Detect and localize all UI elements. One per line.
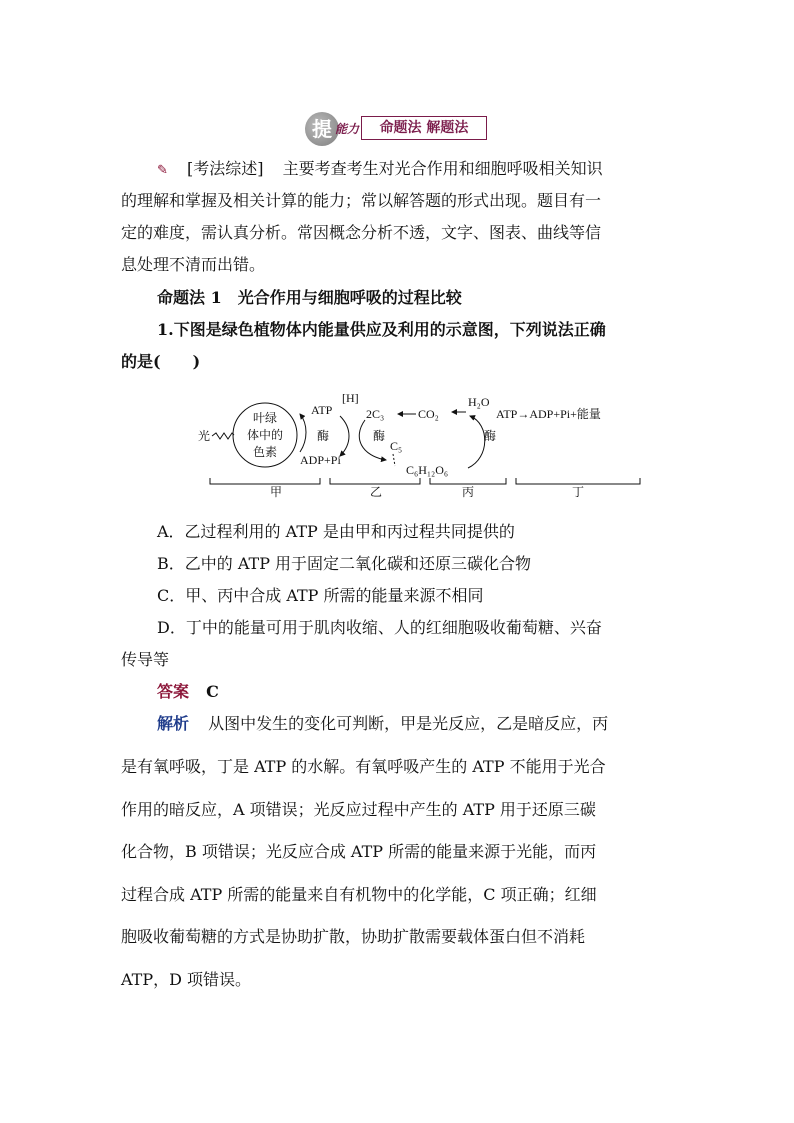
analysis-line: 是有氧呼吸，丁是 ATP 的水解。有氧呼吸产生的 ATP 不能用于光合: [121, 757, 606, 776]
overview-text: 主要考查考生对光合作用和细胞呼吸相关知识: [282, 159, 603, 178]
answer-value: C: [206, 682, 219, 701]
analysis-text: 从图中发生的变化可判断，甲是光反应，乙是暗反应，丙: [208, 714, 609, 733]
light-label: 光: [198, 429, 211, 443]
option-b: B．乙中的 ATP 用于固定二氧化碳和还原三碳化合物: [157, 554, 532, 573]
banner-title-box: [361, 116, 487, 140]
pigment-label-1: 叶绿: [253, 411, 278, 425]
stage-bracket-3: [430, 478, 506, 484]
overview-line-1: [157, 158, 717, 182]
option-a: A．乙过程利用的 ATP 是由甲和丙过程共同提供的: [157, 522, 515, 541]
analysis-line: 作用的暗反应，A 项错误；光反应过程中产生的 ATP 用于还原三碳: [121, 800, 596, 819]
h2o-label: H₂O: [468, 395, 490, 409]
c3-label: 2C₃: [366, 407, 385, 421]
answer-label: 答案: [157, 682, 190, 701]
stage-label-ding: 丁: [572, 485, 585, 499]
banner-title: 命题法 解题法: [379, 120, 469, 136]
stage-label-yi: 乙: [370, 485, 383, 499]
adp-pi-label: ADP+Pi: [300, 453, 341, 467]
respiration-arrow: [468, 416, 485, 468]
pen-icon: ✎: [157, 163, 168, 178]
co2-label: CO₂: [418, 407, 439, 421]
stage-bracket-1: [210, 478, 320, 484]
analysis-line: 化合物，B 项错误；光反应合成 ATP 所需的能量来源于光能，而丙: [121, 842, 597, 861]
atp-hydrolysis-label: ATP→ADP+Pi+能量: [496, 407, 601, 421]
answer-line: [157, 681, 717, 703]
stage-bracket-2: [330, 478, 420, 484]
overview-line: 的理解和掌握及相关计算的能力；常以解答题的形式出现。题目有一: [121, 191, 602, 210]
stage-label-bing: 丙: [462, 485, 475, 499]
enzyme-label-2: 酶: [373, 429, 386, 443]
pigment-label-3: 色素: [253, 445, 278, 459]
overview-label: [考法综述]: [187, 159, 264, 178]
overview-line: 息处理不清而出错。: [121, 255, 266, 274]
c5-arrow: [393, 454, 395, 466]
pigment-label-2: 体中的: [247, 428, 284, 442]
glucose-label: C₆H₁₂O₆: [406, 463, 449, 477]
analysis-line: 过程合成 ATP 所需的能量来自有机物中的化学能，C 项正确；红细: [121, 885, 597, 904]
enzyme-label-3: 酶: [484, 429, 497, 443]
atp-label-1: ATP: [311, 403, 333, 417]
hydrolysis-arrow: [340, 416, 349, 456]
option-c: C．甲、丙中合成 ATP 所需的能量来源不相同: [157, 586, 484, 605]
analysis-line-1: [157, 713, 717, 735]
synthesis-arrow: [300, 414, 306, 452]
question-stem: 1.下图是绿色植物体内能量供应及利用的示意图，下列说法正确: [157, 320, 606, 339]
banner-tag: 能力: [335, 122, 360, 136]
section-banner: [305, 112, 489, 144]
energy-diagram: [190, 380, 650, 500]
option-d: D．丁中的能量可用于肌肉收缩、人的红细胞吸收葡萄糖、兴奋: [157, 618, 602, 637]
question-stem-cont: 的是( ): [121, 352, 201, 371]
analysis-line: 胞吸收葡萄糖的方式是协助扩散，协助扩散需要载体蛋白但不消耗: [121, 927, 586, 946]
overview-line: 定的难度，需认真分析。常因概念分析不透，文字、图表、曲线等信: [121, 223, 602, 242]
enzyme-label-1: 酶: [317, 429, 330, 443]
light-wave-icon: [212, 433, 234, 439]
analysis-line: ATP，D 项错误。: [121, 970, 252, 989]
h-label: [H]: [342, 391, 359, 405]
c5-label: C₅: [390, 439, 403, 453]
stage-label-jia: 甲: [270, 485, 283, 499]
analysis-label: 解析: [157, 714, 190, 733]
option-d-cont: 传导等: [121, 650, 170, 669]
method-heading: 命题法 1 光合作用与细胞呼吸的过程比较: [157, 288, 462, 307]
stage-bracket-4: [516, 478, 640, 484]
seal-logo: 提: [305, 112, 339, 146]
